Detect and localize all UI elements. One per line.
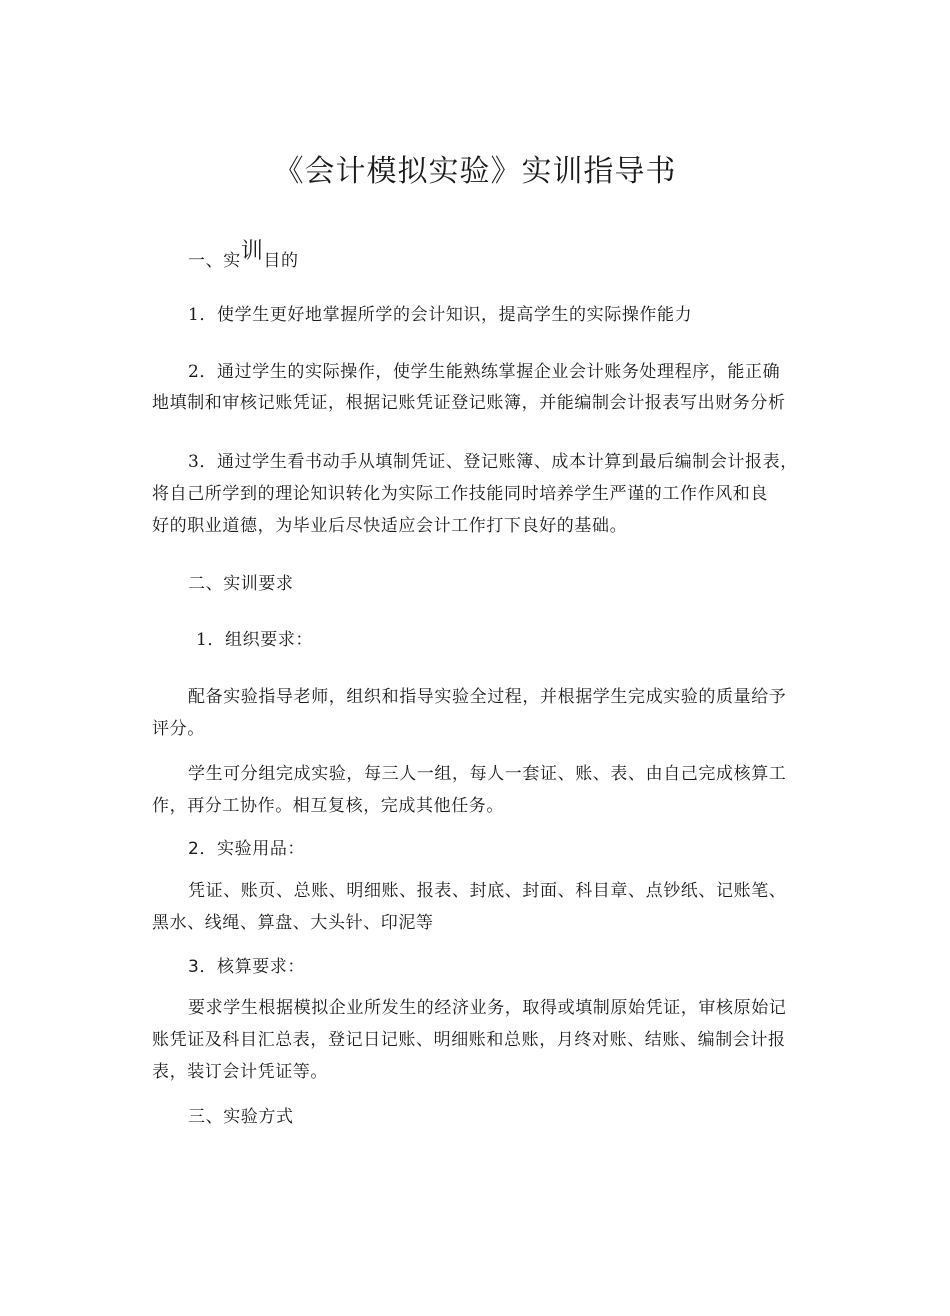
section1-item2-line1: 2．通过学生的实际操作，使学生能熟练掌握企业会计账务处理程序，能正确: [188, 362, 781, 382]
section2-para4-line1: 要求学生根据模拟企业所发生的经济业务，取得或填制原始凭证，审核原始记: [188, 998, 787, 1018]
section1-item1: 1．使学生更好地掌握所学的会计知识，提高学生的实际操作能力: [188, 305, 693, 325]
section2-para3-line1: 凭证、账页、总账、明细账、报表、封底、封面、科目章、点钞纸、记账笔、: [188, 881, 787, 901]
section1-item2-line2: 地填制和审核记账凭证，根据记账凭证登记账簿，并能编制会计报表写出财务分析: [152, 393, 786, 413]
section2-sub2-number: 2: [188, 839, 200, 859]
section2-para2-line1: 学生可分组完成实验，每三人一组，每人一套证、账、表、由自己完成核算工: [188, 764, 787, 784]
section2-para2-line2: 作，再分工协作。相互复核，完成其他任务。: [152, 796, 504, 816]
section1-heading-part-c: 目的: [263, 251, 299, 271]
section2-sub1-heading: 1．组织要求：: [196, 630, 314, 650]
section2-sub3-number: 3: [188, 957, 200, 977]
section1-heading: [188, 239, 299, 273]
section2-sub3-text: ．核算要求：: [199, 957, 306, 977]
section2-para4-line2: 账凭证及科目汇总表，登记日记账、明细账和总账，月终对账、结账、编制会计报: [152, 1030, 786, 1050]
section2-sub3-heading: [188, 955, 305, 979]
section1-heading-part-b: 训: [240, 239, 264, 264]
section1-item3-line2: 将自己所学到的理论知识转化为实际工作技能同时培养学生严谨的工作作风和良: [152, 484, 768, 504]
section1-item3-line1: 3．通过学生看书动手从填制凭证、登记账簿、成本计算到最后编制会计报表，: [188, 452, 798, 472]
section2-para4-line3: 表，装订会计凭证等。: [152, 1062, 328, 1082]
section2-sub2-text: ．实验用品：: [199, 839, 306, 859]
section1-item3-line3: 好的职业道德，为毕业后尽快适应会计工作打下良好的基础。: [152, 516, 628, 536]
document-title: 《会计模拟实验》实训指导书: [273, 154, 677, 189]
section2-sub2-heading: [188, 837, 305, 861]
section3-heading: 三、实验方式: [188, 1107, 294, 1127]
section2-heading: 二、实训要求: [188, 574, 294, 594]
section2-para3-line2: 黑水、线绳、算盘、大头针、印泥等: [152, 913, 434, 933]
section1-heading-part-a: 一、实: [188, 251, 241, 271]
section2-para1-line1: 配备实验指导老师，组织和指导实验全过程，并根据学生完成实验的质量给予: [188, 687, 787, 707]
section2-para1-line2: 评分。: [152, 719, 205, 739]
